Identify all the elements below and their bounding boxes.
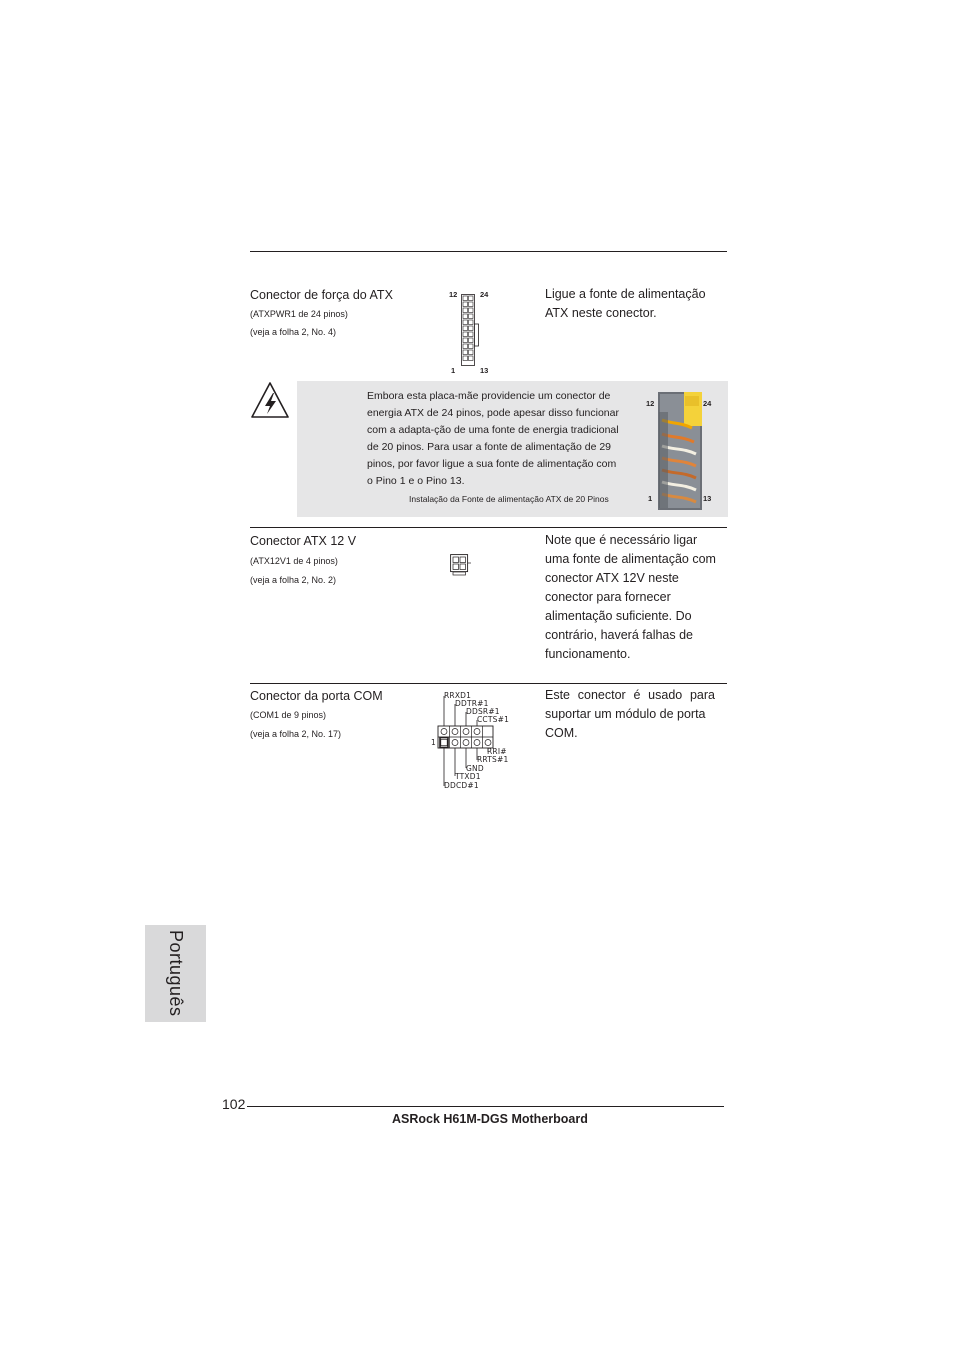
photo-pin-12: 12: [646, 399, 655, 408]
atx12v-title: Conector ATX 12 V: [250, 534, 357, 548]
atx24-connector-diagram: [446, 288, 494, 378]
atx-power-title: Conector de força do ATX: [250, 288, 393, 302]
section-rule-com: [250, 683, 727, 684]
pin-label-13: 13: [480, 366, 489, 375]
com-pin-rri: RRI#: [487, 747, 507, 756]
com-subtitle: (COM1 de 9 pinos): [250, 710, 327, 720]
atx12v-connector-diagram: [450, 554, 474, 578]
photo-pin-1: 1: [648, 494, 653, 503]
caution-caption: Instalação da Fonte de alimentação ATX de 20 Pinos: [409, 494, 609, 504]
com-pin-rrts1: RRTS#1: [477, 755, 509, 764]
com-pin-ddcd1: DDCD#1: [444, 781, 479, 790]
com-description: Este conector é usado para suportar um módulo de porta COM.: [545, 688, 715, 740]
top-rule: [250, 251, 727, 252]
com-pin-ddtr1: DDTR#1: [455, 699, 489, 708]
photo-pin-24: 24: [703, 399, 712, 408]
footer-rule: [247, 1106, 724, 1107]
photo-pin-13: 13: [703, 494, 712, 503]
power-cable-photo: [658, 392, 702, 510]
com-pin-1-label: 1: [431, 738, 436, 747]
language-side-tab-label: Português: [166, 930, 186, 1017]
atx12v-subtitle: (ATX12V1 de 4 pinos): [250, 556, 338, 566]
page-number: 102: [222, 1096, 246, 1112]
atx-power-subtitle: (ATXPWR1 de 24 pinos): [250, 309, 348, 319]
atx24-pin-grid: [461, 294, 481, 366]
com-pin-ttxd1: TTXD1: [455, 772, 481, 781]
footer-product-name: ASRock H61M-DGS Motherboard: [392, 1112, 588, 1126]
pin-label-24: 24: [480, 290, 489, 299]
com-pin-rrxd1: RRXD1: [444, 691, 472, 700]
section-rule-atx12v: [250, 527, 727, 528]
com-pin-gnd: GND: [466, 764, 484, 773]
language-side-tab: [145, 925, 206, 1022]
atx-power-description: Ligue a fonte de alimentação ATX neste conector.: [545, 287, 706, 320]
atx20-install-photo: [644, 392, 724, 510]
com-title: Conector da porta COM: [250, 689, 383, 703]
atx-power-reference: (veja a folha 2, No. 4): [250, 327, 337, 337]
com-pin-ccts1: CCTS#1: [477, 715, 510, 724]
com-reference: (veja a folha 2, No. 17): [250, 729, 342, 739]
com-connector-diagram: [430, 690, 514, 794]
atx12v-reference: (veja a folha 2, No. 2): [250, 575, 337, 585]
atx12v-description: Note que é necessário ligar uma fonte de alimentação com conector ATX 12V neste conector para fornecer alimentação suficiente. Do contrário, haverá falhas de funcionamento.: [545, 533, 716, 661]
com-pin-ddsr1: DDSR#1: [466, 707, 500, 716]
warning-icon: [250, 381, 290, 419]
pin-label-1: 1: [451, 366, 456, 375]
pin-label-12: 12: [449, 290, 458, 299]
caution-text: Embora esta placa-mãe providencie um conector de energia ATX de 24 pinos, pode apesar disso funcionar com a adapta-ção de uma fonte de energia tradicional de 20 pinos. Para usar a fonte de alimentação de 29 pinos, por favor ligue a sua fonte de alimentação com o Pino 1 e o Pino 13.: [367, 390, 619, 487]
